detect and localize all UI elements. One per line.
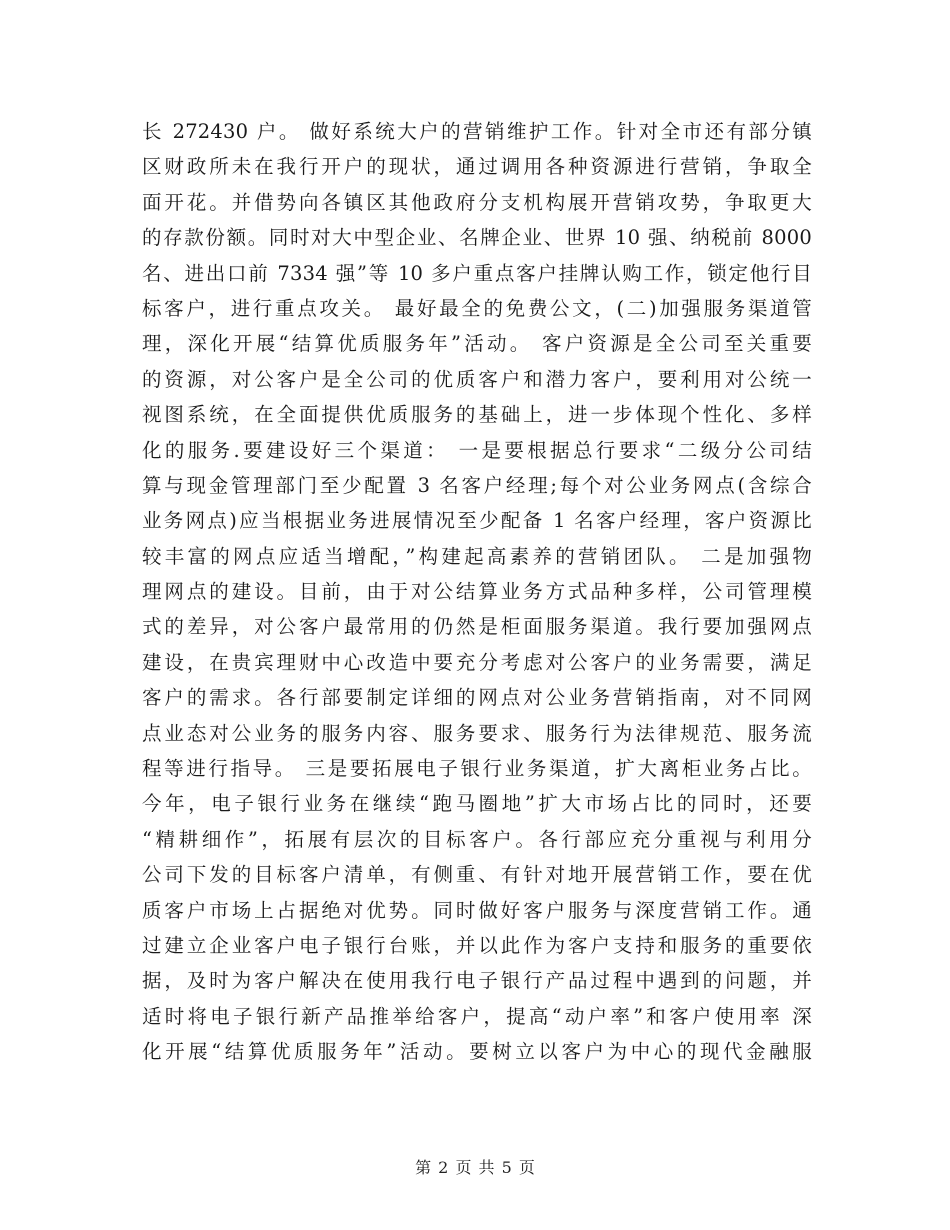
text-line: 理，深化开展“结算优质服务年”活动。 客户资源是全公司至关重要 bbox=[142, 332, 812, 356]
text-line: “精耕细作”，拓展有层次的目标客户。各行部应充分重视与利用分 bbox=[142, 827, 812, 851]
text-line: 的资源，对公客户是全公司的优质客户和潜力客户，要利用对公统一 bbox=[142, 367, 812, 391]
text-line: 今年，电子银行业务在继续“跑马圈地”扩大市场占比的同时，还要 bbox=[142, 792, 812, 816]
page-number-footer: 第 2 页 共 5 页 bbox=[415, 1158, 535, 1177]
text-line: 化开展“结算优质服务年”活动。要树立以客户为中心的现代金融服 bbox=[142, 1040, 812, 1064]
text-line: 适时将电子银行新产品推举给客户，提高“动户率”和客户使用率 深 bbox=[142, 1004, 812, 1028]
text-line: 名、进出口前 7334 强”等 10 多户重点客户挂牌认购工作，锁定他行目 bbox=[142, 261, 812, 285]
text-line: 长 272430 户。 做好系统大户的营销维护工作。针对全市还有部分镇 bbox=[142, 120, 812, 143]
text-line: 程等进行指导。 三是要拓展电子银行业务渠道，扩大离柜业务占比。 bbox=[142, 757, 812, 781]
text-line: 质客户市场上占据绝对优势。同时做好客户服务与深度营销工作。通 bbox=[142, 898, 812, 922]
body-text bbox=[142, 114, 812, 1070]
text-line: 区财政所未在我行开户的现状，通过调用各种资源进行营销，争取全 bbox=[142, 155, 812, 179]
text-line: 公司下发的目标客户清单，有侧重、有针对地开展营销工作，要在优 bbox=[142, 863, 812, 887]
text-line: 式的差异，对公客户最常用的仍然是柜面服务渠道。我行要加强网点 bbox=[142, 615, 812, 639]
text-line: 过建立企业客户电子银行台账，并以此作为客户支持和服务的重要依 bbox=[142, 933, 812, 957]
text-line: 较丰富的网点应适当增配，”构建起高素养的营销团队。 二是加强物 bbox=[142, 544, 812, 568]
text-line: 点业态对公业务的服务内容、服务要求、服务行为法律规范、服务流 bbox=[142, 721, 812, 745]
text-line: 算与现金管理部门至少配置 3 名客户经理;每个对公业务网点(含综合 bbox=[142, 473, 812, 497]
text-line: 据，及时为客户解决在使用我行电子银行产品过程中遇到的问题，并 bbox=[142, 969, 812, 993]
text-line: 理网点的建设。目前，由于对公结算业务方式品种多样，公司管理模 bbox=[142, 580, 812, 604]
text-line: 标客户，进行重点攻关。 最好最全的免费公文，(二)加强服务渠道管 bbox=[142, 296, 812, 320]
text-line: 面开花。并借势向各镇区其他政府分支机构展开营销攻势，争取更大 bbox=[142, 190, 812, 214]
text-line: 建设，在贵宾理财中心改造中要充分考虑对公客户的业务需要，满足 bbox=[142, 650, 812, 674]
text-line: 的存款份额。同时对大中型企业、名牌企业、世界 10 强、纳税前 8000 bbox=[142, 226, 812, 250]
text-line: 客户的需求。各行部要制定详细的网点对公业务营销指南，对不同网 bbox=[142, 686, 812, 710]
text-line: 业务网点)应当根据业务进展情况至少配备 1 名客户经理，客户资源比 bbox=[142, 509, 812, 533]
text-line: 化的服务.要建设好三个渠道： 一是要根据总行要求“二级分公司结 bbox=[142, 438, 812, 462]
text-line: 视图系统，在全面提供优质服务的基础上，进一步体现个性化、多样 bbox=[142, 403, 812, 427]
